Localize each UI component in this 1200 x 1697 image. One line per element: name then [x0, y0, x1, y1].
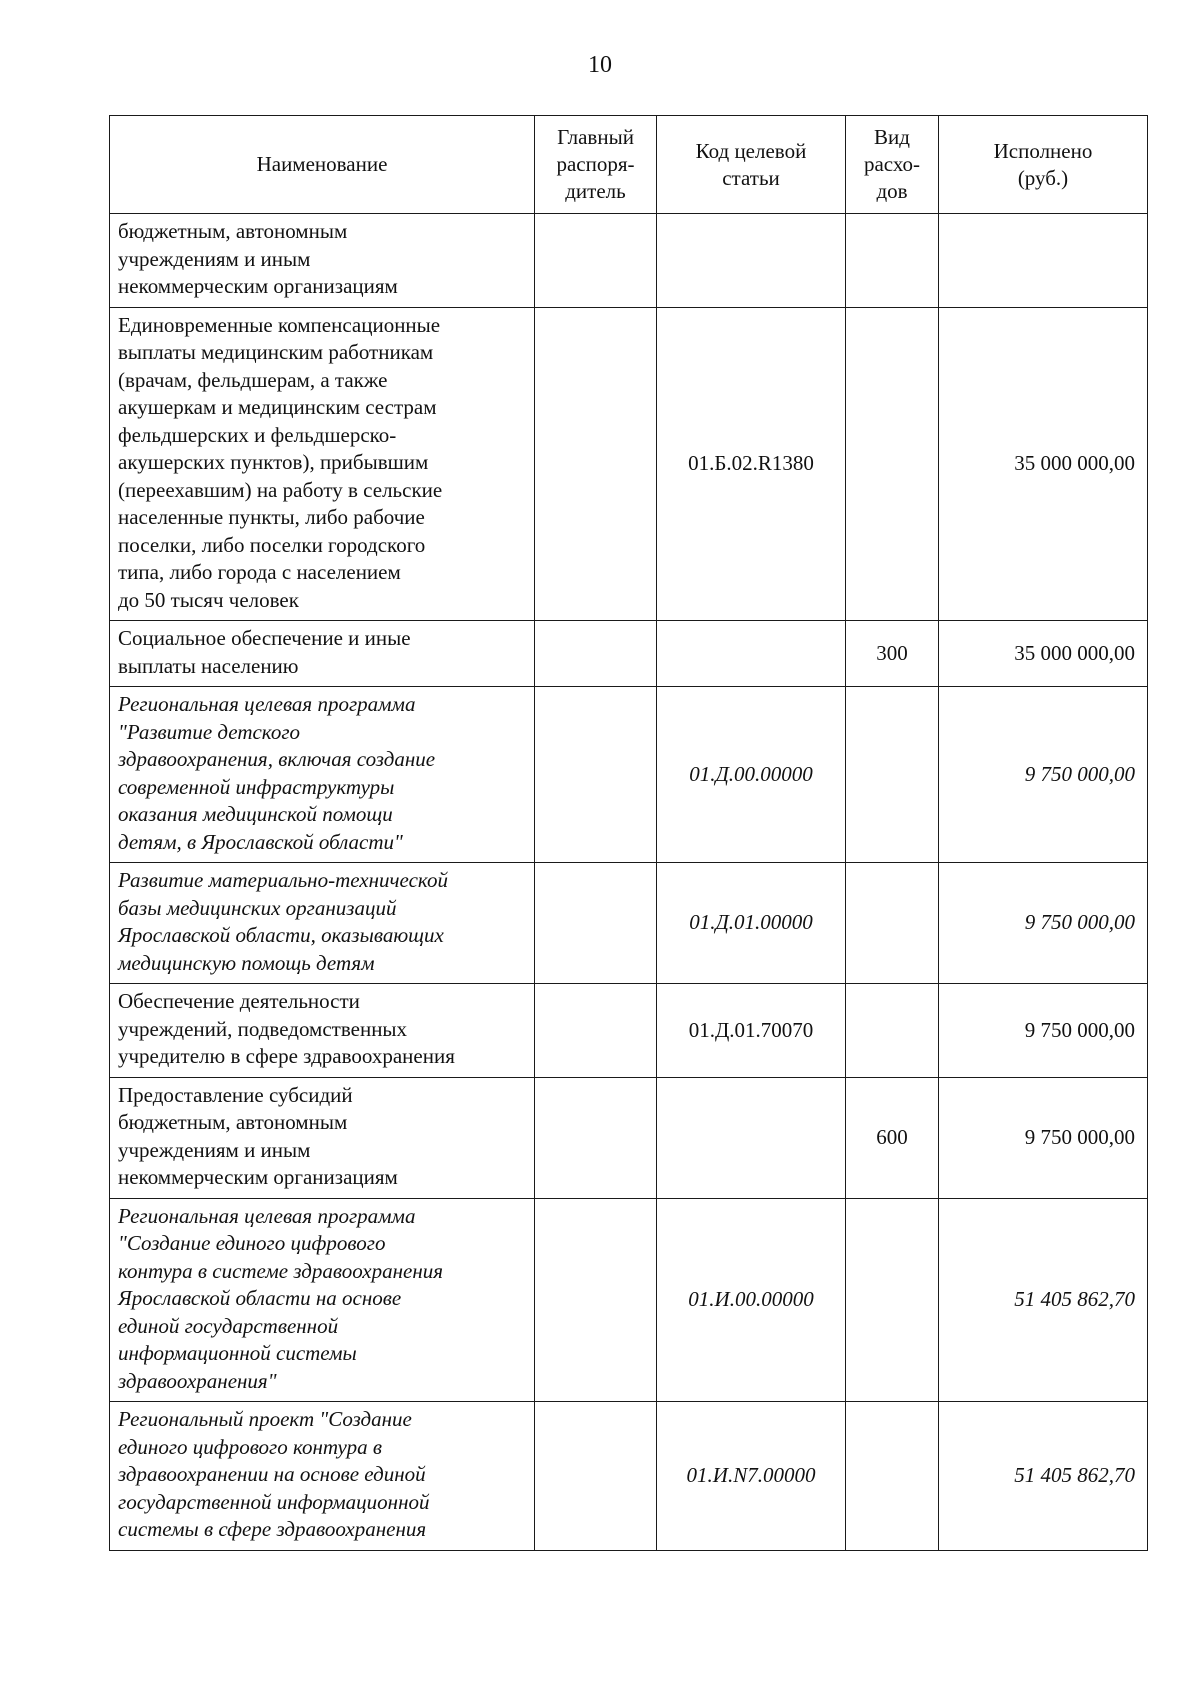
cell-name-line: медицинскую помощь детям: [118, 950, 375, 975]
cell-name: [110, 1198, 535, 1402]
cell-name-line: выплаты медицинским работникам: [118, 340, 434, 364]
cell-name-line: "Развитие детского: [118, 719, 301, 744]
cell-name-line: учреждениям и иным: [118, 246, 311, 271]
cell-name: [110, 1077, 535, 1198]
table-body: [110, 214, 1148, 1551]
header-amount-line: Исполнено: [993, 138, 1093, 163]
cell-executed-amount: 9 750 000,00: [939, 687, 1148, 863]
cell-name-line: Обеспечение деятельности: [118, 989, 360, 1013]
cell-name-line: Единовременные компенсационные: [118, 312, 441, 337]
header-kind-line: Вид: [874, 125, 910, 149]
cell-name-line: населенные пункты, либо рабочие: [118, 505, 425, 529]
header-code-line: Код целевой: [695, 138, 807, 163]
cell-target-code: 01.Д.01.00000: [657, 863, 846, 984]
cell-name-line: учредителю в сфере здравоохранения: [118, 1044, 455, 1068]
table-row: [110, 1402, 1148, 1551]
cell-name-line: информационной системы: [118, 1341, 357, 1365]
cell-target-code: 01.Б.02.R1380: [657, 307, 846, 621]
cell-expense-kind: 600: [846, 1077, 939, 1198]
cell-name: [110, 307, 535, 621]
cell-name-line: здравоохранения, включая создание: [118, 747, 436, 771]
cell-name-line: современной инфраструктуры: [118, 774, 395, 799]
cell-target-code: 01.Д.00.00000: [657, 687, 846, 863]
cell-name-line: акушерских пунктов), прибывшим: [118, 450, 429, 474]
cell-target-code: 01.И.00.00000: [657, 1198, 846, 1402]
cell-name-line: типа, либо города с населением: [118, 560, 401, 584]
header-code-line: статьи: [722, 165, 780, 190]
cell-main-administrator: [535, 863, 657, 984]
table-row: [110, 687, 1148, 863]
cell-name-line: Социальное обеспечение и иные: [118, 626, 411, 650]
cell-name-line: выплаты населению: [118, 653, 299, 678]
cell-name: [110, 863, 535, 984]
cell-main-administrator: [535, 1077, 657, 1198]
header-amount-line: (руб.): [1017, 165, 1069, 190]
cell-name-line: Региональный проект "Создание: [118, 1407, 412, 1431]
table-row: [110, 307, 1148, 621]
cell-executed-amount: [939, 214, 1148, 308]
table-header-row: [110, 116, 1148, 214]
table-row: [110, 1198, 1148, 1402]
cell-executed-amount: 51 405 862,70: [939, 1198, 1148, 1402]
cell-name-line: бюджетным, автономным: [118, 219, 348, 243]
header-admin-line: распоря-: [556, 152, 635, 176]
cell-name-line: базы медицинских организаций: [118, 895, 397, 920]
cell-main-administrator: [535, 621, 657, 687]
cell-target-code: [657, 1077, 846, 1198]
table-row: [110, 621, 1148, 687]
cell-name: [110, 984, 535, 1078]
header-kind-line: дов: [876, 179, 908, 203]
cell-name: [110, 1402, 535, 1551]
cell-expense-kind: [846, 1198, 939, 1402]
cell-expense-kind: 300: [846, 621, 939, 687]
cell-name-line: (переехавшим) на работу в сельские: [118, 477, 443, 502]
cell-executed-amount: 35 000 000,00: [939, 621, 1148, 687]
header-executed-amount: [939, 116, 1148, 214]
page-number: 10: [588, 52, 612, 78]
cell-name-line: государственной информационной: [118, 1489, 430, 1514]
header-expense-kind: [846, 116, 939, 214]
cell-name-line: некоммерческим организациям: [118, 274, 398, 298]
cell-executed-amount: 9 750 000,00: [939, 1077, 1148, 1198]
cell-name-line: "Создание единого цифрового: [118, 1231, 386, 1255]
cell-name-line: до 50 тысяч человек: [118, 587, 299, 612]
table-row: [110, 1077, 1148, 1198]
cell-name-line: акушеркам и медицинским сестрам: [118, 395, 437, 419]
cell-name: [110, 214, 535, 308]
cell-expense-kind: [846, 863, 939, 984]
cell-name-line: учреждений, подведомственных: [118, 1016, 408, 1041]
cell-name-line: системы в сфере здравоохранения: [118, 1517, 427, 1541]
cell-executed-amount: 9 750 000,00: [939, 984, 1148, 1078]
cell-executed-amount: 9 750 000,00: [939, 863, 1148, 984]
cell-name-line: Развитие материально-технической: [118, 868, 448, 892]
cell-name-line: некоммерческим организациям: [118, 1165, 398, 1189]
cell-name: [110, 687, 535, 863]
cell-expense-kind: [846, 214, 939, 308]
cell-name-line: Региональная целевая программа: [118, 1203, 416, 1228]
cell-name-line: фельдшерских и фельдшерско-: [118, 422, 397, 447]
cell-name-line: бюджетным, автономным: [118, 1110, 348, 1134]
cell-name-line: Региональная целевая программа: [118, 692, 416, 716]
cell-name-line: учреждениям и иным: [118, 1137, 311, 1162]
table-row: [110, 984, 1148, 1078]
cell-main-administrator: [535, 984, 657, 1078]
budget-execution-table: [109, 115, 1148, 1551]
cell-executed-amount: 35 000 000,00: [939, 307, 1148, 621]
cell-name-line: здравоохранения": [118, 1368, 277, 1393]
header-main-administrator: [535, 116, 657, 214]
table-row: [110, 863, 1148, 984]
cell-main-administrator: [535, 307, 657, 621]
cell-target-code: 01.Д.01.70070: [657, 984, 846, 1078]
cell-name-line: единого цифрового контура в: [118, 1434, 382, 1459]
table-row: [110, 214, 1148, 308]
cell-name-line: единой государственной: [118, 1313, 339, 1338]
cell-main-administrator: [535, 1402, 657, 1551]
cell-main-administrator: [535, 1198, 657, 1402]
cell-name-line: Ярославской области, оказывающих: [118, 923, 444, 947]
header-admin-line: Главный: [557, 125, 634, 149]
cell-name-line: Ярославской области на основе: [118, 1286, 402, 1310]
header-name: Наименование: [110, 116, 535, 214]
header-target-code: [657, 116, 846, 214]
cell-executed-amount: 51 405 862,70: [939, 1402, 1148, 1551]
cell-name-line: детям, в Ярославской области": [118, 829, 403, 854]
cell-name-line: Предоставление субсидий: [118, 1082, 353, 1107]
cell-target-code: 01.И.N7.00000: [657, 1402, 846, 1551]
cell-expense-kind: [846, 687, 939, 863]
cell-expense-kind: [846, 984, 939, 1078]
cell-target-code: [657, 214, 846, 308]
cell-name-line: (врачам, фельдшерам, а также: [118, 367, 388, 392]
cell-expense-kind: [846, 1402, 939, 1551]
cell-name: [110, 621, 535, 687]
cell-name-line: оказания медицинской помощи: [118, 802, 393, 826]
header-kind-line: расхо-: [863, 152, 921, 176]
cell-main-administrator: [535, 687, 657, 863]
cell-name-line: контура в системе здравоохранения: [118, 1258, 444, 1283]
cell-name-line: поселки, либо поселки городского: [118, 532, 426, 557]
cell-name-line: здравоохранении на основе единой: [118, 1462, 426, 1486]
cell-target-code: [657, 621, 846, 687]
cell-expense-kind: [846, 307, 939, 621]
cell-main-administrator: [535, 214, 657, 308]
header-admin-line: дитель: [565, 179, 626, 203]
